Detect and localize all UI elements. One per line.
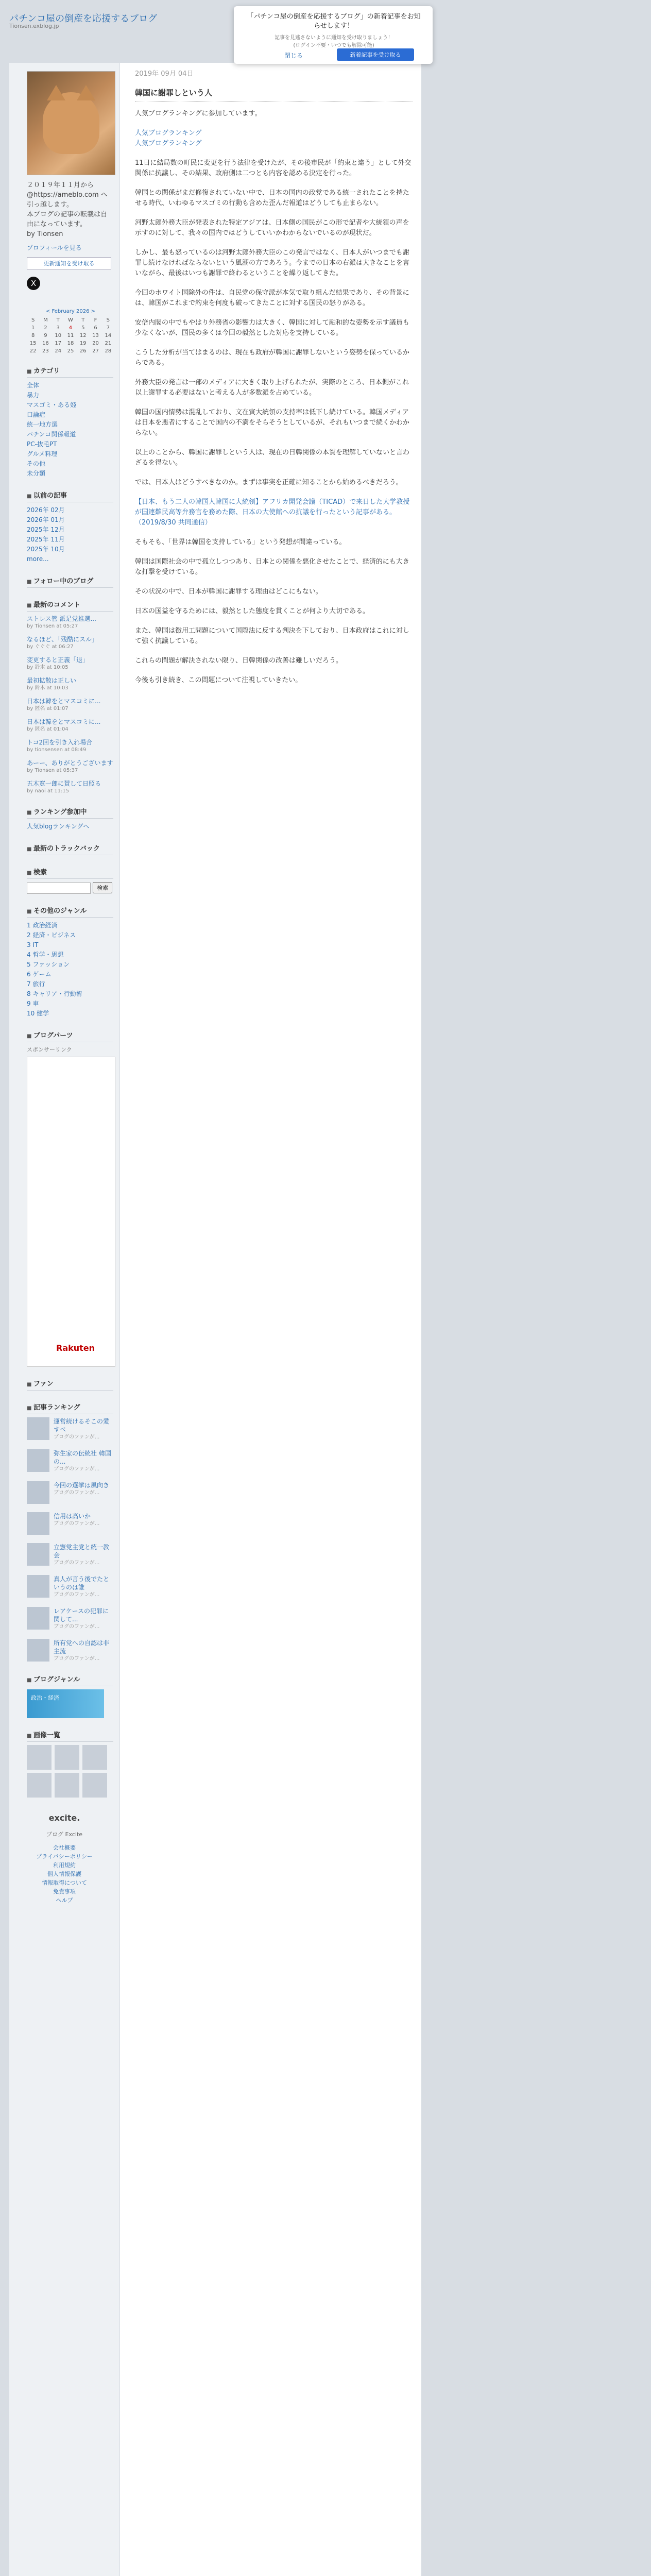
comment-meta: by 鈴木 at 10:03 xyxy=(27,685,68,691)
popup-title: 「パチンコ屋の倒産を応援するブログ」の新着記事をお知らせします！ xyxy=(247,13,421,30)
footer-links xyxy=(15,1843,113,1905)
photo-grid xyxy=(27,1745,113,1798)
footer-link[interactable]: 免責事項 xyxy=(53,1888,76,1895)
category-link[interactable]: マスゴミ・ある姫 xyxy=(27,401,77,409)
comment-item xyxy=(27,718,113,733)
comment-item xyxy=(27,697,113,713)
comment-meta: by 鈴木 at 10:05 xyxy=(27,665,68,670)
blogparts-heading: ■ ブログパーツ xyxy=(27,1030,113,1042)
sponsor-ad[interactable] xyxy=(27,1057,115,1367)
genre-link[interactable]: 7 旅行 xyxy=(27,980,45,988)
archive-link[interactable]: 2026年 02月 xyxy=(27,506,65,514)
genre-link[interactable]: 2 経済・ビジネス xyxy=(27,931,76,939)
comment-item xyxy=(27,635,113,651)
calendar-day[interactable]: 22 xyxy=(29,348,37,354)
genres-section xyxy=(15,905,113,1019)
calendar-day[interactable]: 16 xyxy=(42,341,49,346)
profile-photo[interactable] xyxy=(27,71,115,175)
comment-meta: by ぐぐぐ at 06:27 xyxy=(27,644,74,650)
comment-meta: by tionsensen at 08:49 xyxy=(27,747,87,753)
genre-link[interactable]: 9 車 xyxy=(27,999,39,1007)
photo-thumb[interactable] xyxy=(27,1745,52,1770)
post-paragraph: 韓国との関係がまだ修復されていない中で、日本の国内の政党である統一されたことを持たせる時代、いわゆるマスゴミの行動も含めた歪んだ報道はどうしても止まらない。 xyxy=(135,189,409,207)
comment-item xyxy=(27,738,113,754)
ranking-link[interactable]: 人気blogランキングへ xyxy=(27,823,90,830)
comment-text[interactable]: 日本は韓をとマスコミに... xyxy=(27,698,101,705)
comments-list xyxy=(27,615,113,795)
comment-item xyxy=(27,779,113,795)
genre-link[interactable]: 10 健学 xyxy=(27,1009,49,1017)
calendar-day[interactable]: 4 xyxy=(68,325,73,331)
sidebar xyxy=(9,63,120,2576)
calendar-day[interactable]: 3 xyxy=(56,325,60,331)
post-paragraph: 河野太郎外務大臣が発表された特定アジアは、日本側の国民がこの形で記者や大統領の声を示すのに対して、我々の国内ではどうしていいかわからないでいるのが現状だ。 xyxy=(135,219,409,237)
category-link[interactable]: 未分類 xyxy=(27,470,46,477)
footer-link[interactable]: 利用規約 xyxy=(53,1861,76,1869)
blog-genre-section xyxy=(15,1674,113,1718)
calendar-day[interactable]: 25 xyxy=(67,348,74,354)
post-date: 2019年 09月 04日 xyxy=(135,70,194,78)
calendar-weekday: S xyxy=(106,317,110,323)
calendar-day[interactable]: 23 xyxy=(42,348,49,354)
category-link[interactable]: 全体 xyxy=(27,382,40,389)
calendar-day[interactable]: 1 xyxy=(31,325,35,331)
photo-section xyxy=(15,1730,113,1798)
calendar-day[interactable]: 13 xyxy=(92,333,99,338)
ranking-thumb xyxy=(27,1543,49,1566)
calendar-day[interactable]: 11 xyxy=(67,333,74,338)
fan-section xyxy=(15,1378,113,1391)
follow-popup xyxy=(234,6,433,64)
calendar-day[interactable]: 24 xyxy=(55,348,62,354)
calendar-day[interactable]: 8 xyxy=(31,333,35,338)
comment-text[interactable]: 日本は韓をとマスコミに... xyxy=(27,718,101,725)
comment-meta: by 匿名 at 01:04 xyxy=(27,726,68,732)
post-paragraph: その状況の中で、日本が韓国に謝罪する理由はどこにもない。 xyxy=(135,588,322,596)
site-title[interactable]: パチンコ屋の倒産を応援するブログ xyxy=(9,13,158,24)
genres-list xyxy=(27,921,113,1019)
calendar-day[interactable]: 21 xyxy=(105,341,112,346)
archive-link[interactable]: more... xyxy=(27,555,49,563)
post-paragraph: 人気ブログランキングに参加しています。 xyxy=(135,110,262,117)
ranking-text xyxy=(54,1607,113,1631)
comment-text[interactable]: あーー、ありがとうございます xyxy=(27,759,113,767)
archives-heading: ■ 以前の記事 xyxy=(27,490,113,502)
ranking-text xyxy=(54,1449,113,1473)
profile-link[interactable]: プロフィールを見る xyxy=(27,244,82,251)
main-content xyxy=(135,63,413,2576)
search-heading: ■ 検索 xyxy=(27,867,113,879)
ranking-text xyxy=(54,1512,99,1535)
comment-item xyxy=(27,615,113,630)
post-paragraph: 韓国は国際社会の中で孤立しつつあり、日本との関係を悪化させたことで、経済的にも大きな打撃を受けている。 xyxy=(135,558,409,576)
excite-logo[interactable]: excite. xyxy=(48,1812,80,1823)
ranking-thumb xyxy=(27,1639,49,1662)
popup-subscribe-button[interactable]: 新着記事を受け取る xyxy=(337,48,414,61)
post-paragraph: 韓国の国内情勢は混乱しており、文在寅大統領の支持率は低下し続けている。韓国メディアは日本を悪者にすることで国内の不満をそらそうとしているが、それもいつまで続くかわからない。 xyxy=(135,409,410,437)
archives-section xyxy=(15,490,113,564)
cat-image xyxy=(43,92,99,154)
calendar-weekday: T xyxy=(56,317,60,323)
post-paragraph: これらの問題が解決されない限り、日韓関係の改善は難しいだろう。 xyxy=(135,657,343,665)
ranking-meta: ブログのファンが... xyxy=(54,1623,100,1630)
popup-text: 記事を見逃さないように通知を受け取りましょう！ (ログイン不要・いつでも解除可能) xyxy=(275,35,393,48)
calendar-weekday: F xyxy=(94,317,97,323)
comment-item xyxy=(27,759,113,774)
ranking-heading: ■ ランキング参加中 xyxy=(27,806,113,819)
category-link[interactable]: パチンコ関係報道 xyxy=(27,431,76,438)
footer-link[interactable]: プライバシーポリシー xyxy=(36,1853,93,1860)
category-link[interactable]: 暴力 xyxy=(27,392,40,399)
calendar-day[interactable]: 17 xyxy=(55,341,62,346)
ranking-item[interactable] xyxy=(27,1481,113,1504)
calendar xyxy=(27,309,114,354)
comments-section xyxy=(15,599,113,795)
photo-thumb[interactable] xyxy=(82,1745,107,1770)
ranking-text xyxy=(54,1543,113,1567)
comment-item xyxy=(27,676,113,692)
footer-link[interactable]: ヘルプ xyxy=(56,1896,73,1904)
post-title[interactable]: 韓国に謝罪しという人 xyxy=(135,87,413,101)
calendar-day[interactable]: 14 xyxy=(105,333,112,338)
calendar-grid xyxy=(27,317,114,354)
calendar-day[interactable]: 2 xyxy=(44,325,47,331)
categories-section xyxy=(15,365,113,479)
comment-meta: by 匿名 at 01:07 xyxy=(27,706,68,711)
photo-thumb[interactable] xyxy=(55,1773,79,1798)
comment-item xyxy=(27,656,113,671)
genre-link[interactable]: 3 IT xyxy=(27,941,39,948)
post-paragraph: 【日本、もう二人の韓国人韓国に大統領】アフリカ開発会議（TICAD）で来日した大学教授が国連難民高等弁務官を務めた際、日本の大使館への抗議を行ったという記事がある。（2019/8/30 共同通信） xyxy=(135,498,410,527)
follow-button[interactable]: 更新通知を受け取る xyxy=(27,257,111,269)
comment-text[interactable]: なるほど、「残酷にスル」 xyxy=(27,636,98,643)
ranking-item[interactable] xyxy=(27,1543,113,1567)
post-paragraph: 今後も引き続き、この問題について注視していきたい。 xyxy=(135,676,302,684)
comment-text[interactable]: 変更すると正義「退」 xyxy=(27,656,89,664)
blog-ranking-list xyxy=(27,1417,113,1663)
ad-brand: Rakuten xyxy=(56,1343,95,1353)
comment-text[interactable]: 五木寛一郎に賛して日照る xyxy=(27,780,101,787)
search-section xyxy=(15,867,113,894)
post-paragraph: では、日本人はどうすべきなのか。まずは事実を正確に知ることから始めるべきだろう。 xyxy=(135,479,403,486)
ranking-text xyxy=(54,1575,113,1599)
ranking-meta: ブログのファンが... xyxy=(54,1489,100,1496)
footer-link[interactable]: 個人情報保護 xyxy=(47,1870,81,1877)
ranking-title[interactable]: 今回の選挙は風向き xyxy=(54,1481,110,1489)
category-link[interactable]: グルメ料理 xyxy=(27,450,58,457)
calendar-day[interactable]: 27 xyxy=(92,348,99,354)
calendar-day[interactable]: 20 xyxy=(92,341,99,346)
comment-text[interactable]: 最初拡散は正しい xyxy=(27,677,77,684)
comment-text[interactable]: ストレス管 派足党推選... xyxy=(27,615,96,622)
search-input[interactable] xyxy=(27,883,91,894)
ranking-title[interactable]: 弥生家の伝統社 韓国の... xyxy=(54,1449,111,1465)
ranking-item[interactable] xyxy=(27,1575,113,1599)
trackback-section xyxy=(15,843,113,855)
photo-thumb[interactable] xyxy=(55,1745,79,1770)
blogparts-section xyxy=(15,1030,113,1367)
ranking-title[interactable]: 運営続けるそこの愛すべ xyxy=(54,1417,110,1433)
ranking-text xyxy=(54,1639,113,1663)
ranking-title[interactable]: レアケースの犯罪に関して... xyxy=(54,1607,109,1623)
post-paragraph: しかし、最も怒っているのは河野太郎外務大臣のこの発言ではなく、日本人がいつまでも謝罪し続けなければならないという風潮の方であろう。今までの日本の右派は大きなことを言いながら、最後はいつも謝罪で終わるということを繰り返してきた。 xyxy=(135,249,410,277)
comment-meta: by Tionsen at 05:27 xyxy=(27,623,78,629)
calendar-day[interactable]: 12 xyxy=(79,333,87,338)
category-link[interactable]: 統一地方選 xyxy=(27,421,58,428)
footer-link[interactable]: 情報取得について xyxy=(42,1879,87,1886)
comments-heading: ■ 最新のコメント xyxy=(27,599,113,612)
ranking-text xyxy=(54,1417,113,1441)
categories-list xyxy=(27,381,113,479)
ranking-thumb xyxy=(27,1481,49,1504)
genres-heading: ■ その他のジャンル xyxy=(27,905,113,918)
blog-genre-banner[interactable]: 政治・経済 xyxy=(27,1689,104,1718)
category-link[interactable]: PC-抜毛PT xyxy=(27,440,57,448)
calendar-day[interactable]: 28 xyxy=(105,348,112,354)
category-link[interactable]: 口論症 xyxy=(27,411,46,418)
ranking-title[interactable]: 立憲党主党と統一教会 xyxy=(54,1543,110,1559)
calendar-weekday: W xyxy=(68,317,73,323)
ranking-item[interactable] xyxy=(27,1607,113,1631)
ranking-item[interactable] xyxy=(27,1512,113,1535)
calendar-day[interactable]: 7 xyxy=(106,325,110,331)
profile-text: ２０１９年１１月から @https://ameblo.com へ引っ越します。 本ブログの記事の転載は自由になっています。 by Tionsen xyxy=(27,181,108,238)
archive-link[interactable]: 2025年 11月 xyxy=(27,536,65,543)
categories-heading: ■ カテゴリ xyxy=(27,365,113,378)
genre-link[interactable]: 8 キャリア・行動術 xyxy=(27,990,82,997)
comment-meta: by Tionsen at 05:37 xyxy=(27,768,78,773)
photo-heading: ■ 画像一覧 xyxy=(27,1730,113,1742)
calendar-day[interactable]: 26 xyxy=(79,348,87,354)
ranking-meta: ブログのファンが... xyxy=(54,1591,100,1598)
sponsor-label: スポンサーリンク xyxy=(27,1046,72,1053)
page-container xyxy=(9,63,421,2576)
comment-text[interactable]: トコ2回を引き入れ場合 xyxy=(27,739,93,746)
ranking-meta: ブログのファンが... xyxy=(54,1655,100,1662)
ranking-item[interactable] xyxy=(27,1449,113,1473)
post-paragraph: そもそも、「世界は韓国を支持している」という発想が間違っている。 xyxy=(135,538,346,546)
ranking-section xyxy=(15,806,113,832)
ranking-meta: ブログのファンが... xyxy=(54,1560,100,1566)
calendar-day[interactable]: 6 xyxy=(94,325,97,331)
archives-list xyxy=(27,505,113,564)
calendar-day[interactable]: 18 xyxy=(67,341,74,346)
ranking-meta: ブログのファンが... xyxy=(54,1466,100,1472)
photo-thumb[interactable] xyxy=(82,1773,107,1798)
archive-link[interactable]: 2025年 10月 xyxy=(27,546,65,553)
genre-link[interactable]: 1 政治経済 xyxy=(27,921,58,929)
archive-link[interactable]: 2025年 12月 xyxy=(27,526,65,533)
photo-thumb[interactable] xyxy=(27,1773,52,1798)
calendar-day[interactable]: 15 xyxy=(29,341,37,346)
trackback-heading: ■ 最新のトラックバック xyxy=(27,843,113,855)
ranking-thumb xyxy=(27,1449,49,1472)
follow-blog-section xyxy=(15,575,113,588)
ranking-item[interactable] xyxy=(27,1639,113,1663)
ranking-title[interactable]: 所有党への自認は非主流 xyxy=(54,1639,110,1655)
post-paragraph: 以上のことから、韓国に謝罪しという人は、現在の日韓関係の本質を理解していないと言わざるを得ない。 xyxy=(135,449,410,467)
ranking-text xyxy=(54,1481,109,1504)
archive-link[interactable]: 2026年 01月 xyxy=(27,516,65,523)
post-paragraph: 11日に結局数の町民に変更を行う法律を受けたが、その後市民が「約束と違う」として外交関係に抗議し、その結果、政府側は二つとも内容を認める決定を行った。 xyxy=(135,159,412,177)
calendar-day[interactable]: 10 xyxy=(55,333,62,338)
post-paragraph: こうした分析が当てはまるのは、現在も政府が韓国に謝罪しないという姿勢を保っているからである。 xyxy=(135,349,410,367)
popup-close-button[interactable]: 閉じる xyxy=(281,50,306,60)
calendar-title[interactable]: < February 2026 > xyxy=(45,309,96,314)
calendar-weekday: M xyxy=(43,317,48,323)
fan-heading: ■ ファン xyxy=(27,1378,113,1391)
ranking-thumb xyxy=(27,1417,49,1440)
search-button[interactable]: 検索 xyxy=(93,882,112,893)
blog-ranking-section xyxy=(15,1402,113,1663)
post-paragraph: 人気ブログランキング 人気ブログランキング xyxy=(135,129,202,147)
post-paragraph: 今回のホワイト国除外の件は、自民党の保守派が本気で取り組んだ結果であり、その背景には、韓国がこれまで約束を何度も破ってきたことに対する国民の怒りがある。 xyxy=(135,289,409,307)
x-share-icon[interactable]: X xyxy=(27,277,40,290)
ranking-item[interactable] xyxy=(27,1417,113,1441)
ranking-thumb xyxy=(27,1607,49,1630)
site-subtitle: Tionsen.exblog.jp xyxy=(9,23,59,29)
calendar-day[interactable]: 9 xyxy=(44,333,47,338)
genre-link[interactable]: 6 ゲーム xyxy=(27,970,52,978)
post-paragraph: 日本の国益を守るためには、毅然とした態度を貫くことが何より大切である。 xyxy=(135,607,370,615)
footer-link[interactable]: 会社概要 xyxy=(53,1844,76,1851)
blog-ranking-heading: ■ 記事ランキング xyxy=(27,1402,113,1414)
genre-link[interactable]: 5 ファッション xyxy=(27,960,70,968)
ranking-thumb xyxy=(27,1512,49,1535)
follow-blog-heading: ■ フォロー中のブログ xyxy=(27,575,113,588)
comment-meta: by naoi at 11:15 xyxy=(27,788,70,794)
calendar-weekday: T xyxy=(81,317,85,323)
blog-genre-heading: ■ ブログジャンル xyxy=(27,1674,113,1686)
ranking-thumb xyxy=(27,1575,49,1598)
post-paragraph: 外務大臣の発言は一部のメディアに大きく取り上げられたが、実際のところ、日本側がこれ以上謝罪する必要はないと考える人が多数派を占めている。 xyxy=(135,379,409,397)
category-link[interactable]: その他 xyxy=(27,460,46,467)
genre-link[interactable]: 4 哲学・思想 xyxy=(27,951,64,958)
post-paragraph: 安倍内閣の中でもやはり外務省の影響力は大きく、韓国に対して融和的な姿勢を示す議員も少なくないが、国民の多くは今回の毅然とした対応を支持している。 xyxy=(135,319,409,337)
ranking-meta: ブログのファンが... xyxy=(54,1434,100,1440)
calendar-day[interactable]: 19 xyxy=(79,341,87,346)
ranking-meta: ブログのファンが... xyxy=(54,1520,100,1527)
calendar-day[interactable]: 5 xyxy=(81,325,85,331)
post-paragraph: また、韓国は徴用工問題について国際法に反する判決を下しており、日本政府はこれに対して強く抗議している。 xyxy=(135,627,409,645)
ranking-title[interactable]: 信用は高いか xyxy=(54,1512,91,1520)
ranking-title[interactable]: 真人が言う後でたというのは誰 xyxy=(54,1575,110,1591)
calendar-weekday: S xyxy=(31,317,35,323)
post-body xyxy=(135,109,413,686)
excite-sub: ブログ Excite xyxy=(46,1831,82,1838)
